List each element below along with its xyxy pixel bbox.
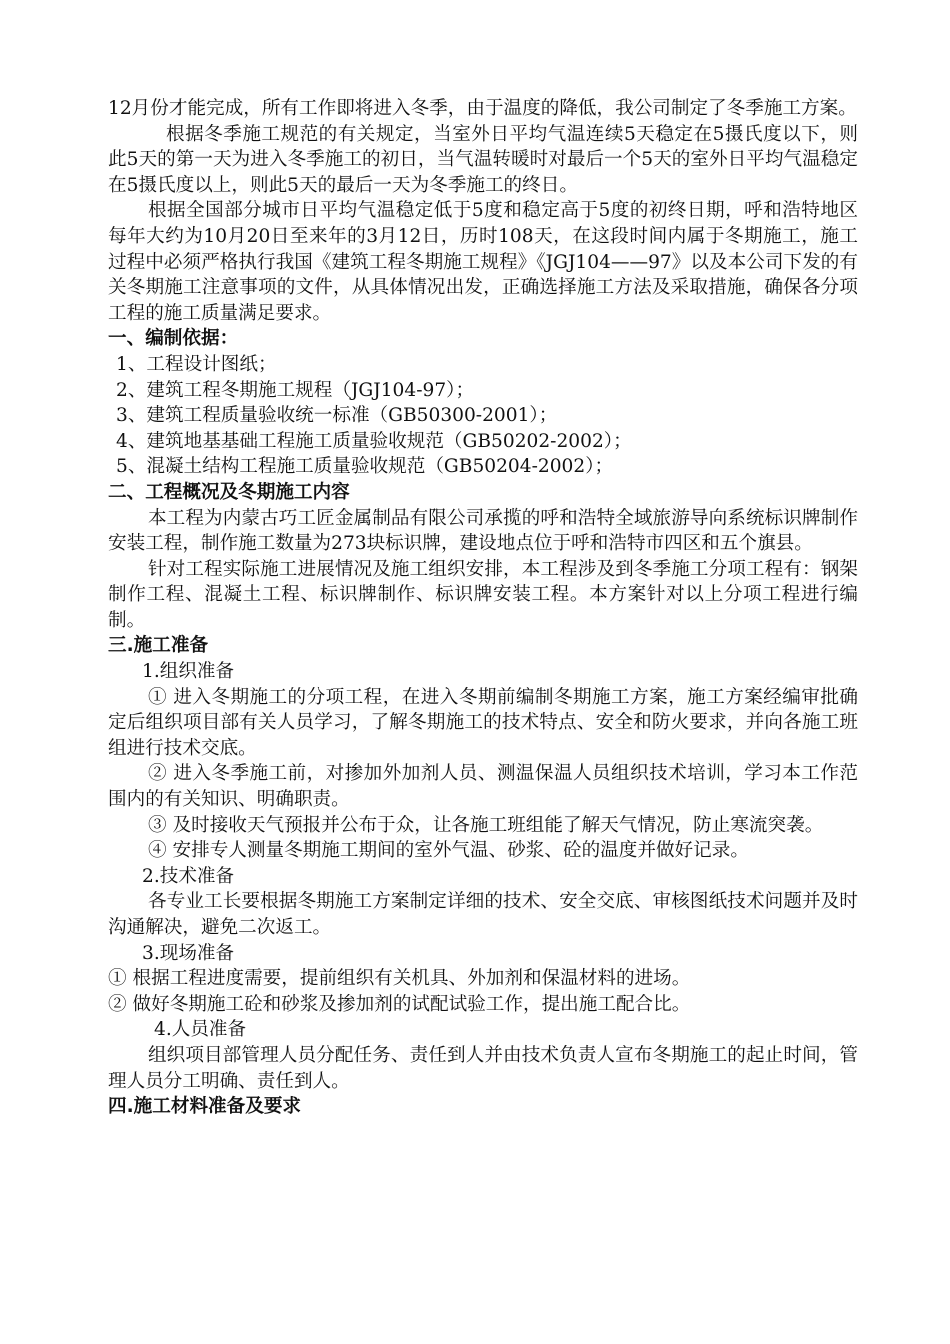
paragraph-project: 本工程为内蒙古巧工匠金属制品有限公司承揽的呼和浩特全域旅游导向系统标识牌制作安装工程，制作施工数量为273块标识牌，建设地点位于呼和浩特市四区和五个旗县。: [108, 507, 858, 555]
document-page: [108, 96, 858, 1120]
organization-item-4: ④ 安排专人测量冬期施工期间的室外气温、砂浆、砼的温度并做好记录。: [148, 840, 749, 862]
basis-item-2: 2、建筑工程冬期施工规程（JGJ104-97）；: [116, 379, 475, 401]
organization-item-1: ① 进入冬期施工的分项工程，在进入冬期前编制冬期施工方案，施工方案经编审批确定后组织项目部有关人员学习，了解冬期施工的技术特点、安全和防火要求，并向各施工班组进行技术交底。: [108, 686, 858, 759]
subheading-organization: 1.组织准备: [142, 661, 235, 683]
subheading-personnel: 4.人员准备: [154, 1019, 247, 1041]
paragraph-winter-definition: 根据冬季施工规范的有关规定，当室外日平均气温连续5天稳定在5摄氏度以下，则此5天的第一天为进入冬季施工的初日，当气温转暖时对最后一个5天的室外日平均气温稳定在5摄氏度以上，则此5天的最后一天为冬季施工的终日。: [108, 123, 858, 196]
basis-item-5: 5、混凝土结构工程施工质量验收规范（GB50204-2002）；: [116, 456, 614, 478]
heading-preparation: 三.施工准备: [108, 635, 209, 657]
subheading-site: 3.现场准备: [142, 942, 235, 964]
basis-item-3: 3、建筑工程质量验收统一标准（GB50300-2001）；: [116, 405, 558, 427]
site-item-1: ① 根据工程进度需要，提前组织有关机具、外加剂和保温材料的进场。: [108, 968, 691, 990]
paragraph-scope: 针对工程实际施工进展情况及施工组织安排，本工程涉及到冬季施工分项工程有：钢架制作工程、混凝土工程、标识牌制作、标识牌安装工程。本方案针对以上分项工程进行编制。: [108, 558, 858, 631]
paragraph-technical: 各专业工长要根据冬期施工方案制定详细的技术、安全交底、审核图纸技术问题并及时沟通解决，避免二次返工。: [108, 891, 858, 938]
basis-item-4: 4、建筑地基基础工程施工质量验收规范（GB50202-2002）；: [116, 430, 632, 452]
paragraph-intro: 12月份才能完成，所有工作即将进入冬季，由于温度的降低，我公司制定了冬季施工方案。: [108, 98, 857, 119]
organization-item-2: ② 进入冬季施工前，对掺加外加剂人员、测温保温人员组织技术培训，学习本工作范围内的有关知识、明确职责。: [108, 763, 858, 811]
basis-item-1: 1、工程设计图纸；: [116, 353, 277, 375]
subheading-technical: 2.技术准备: [142, 865, 235, 887]
heading-materials: 四.施工材料准备及要求: [108, 1096, 302, 1118]
heading-basis: 一、编制依据：: [108, 328, 239, 350]
paragraph-personnel: 组织项目部管理人员分配任务、责任到人并由技术负责人宣布冬期施工的起止时间，管理人员分工明确、责任到人。: [108, 1044, 858, 1092]
organization-item-3: ③ 及时接收天气预报并公布于众，让各施工班组能了解天气情况，防止寒流突袭。: [148, 814, 824, 836]
paragraph-period: 根据全国部分城市日平均气温稳定低于5度和稳定高于5度的初终日期，呼和浩特地区每年大约为10月20日至来年的3月12日，历时108天，在这段时间内属于冬期施工，施工过程中必须严格执行我国《建筑工程冬期施工规程》《JGJ104——97》以及本公司下发的有关冬期施工注意事项的文件，从具体情况出发，正确选择施工方法及采取措施，确保各分项工程的施工质量满足要求。: [108, 200, 858, 324]
site-item-2: ② 做好冬期施工砼和砂浆及掺加剂的试配试验工作，提出施工配合比。: [108, 993, 691, 1015]
heading-overview: 二、工程概况及冬期施工内容: [108, 481, 350, 503]
